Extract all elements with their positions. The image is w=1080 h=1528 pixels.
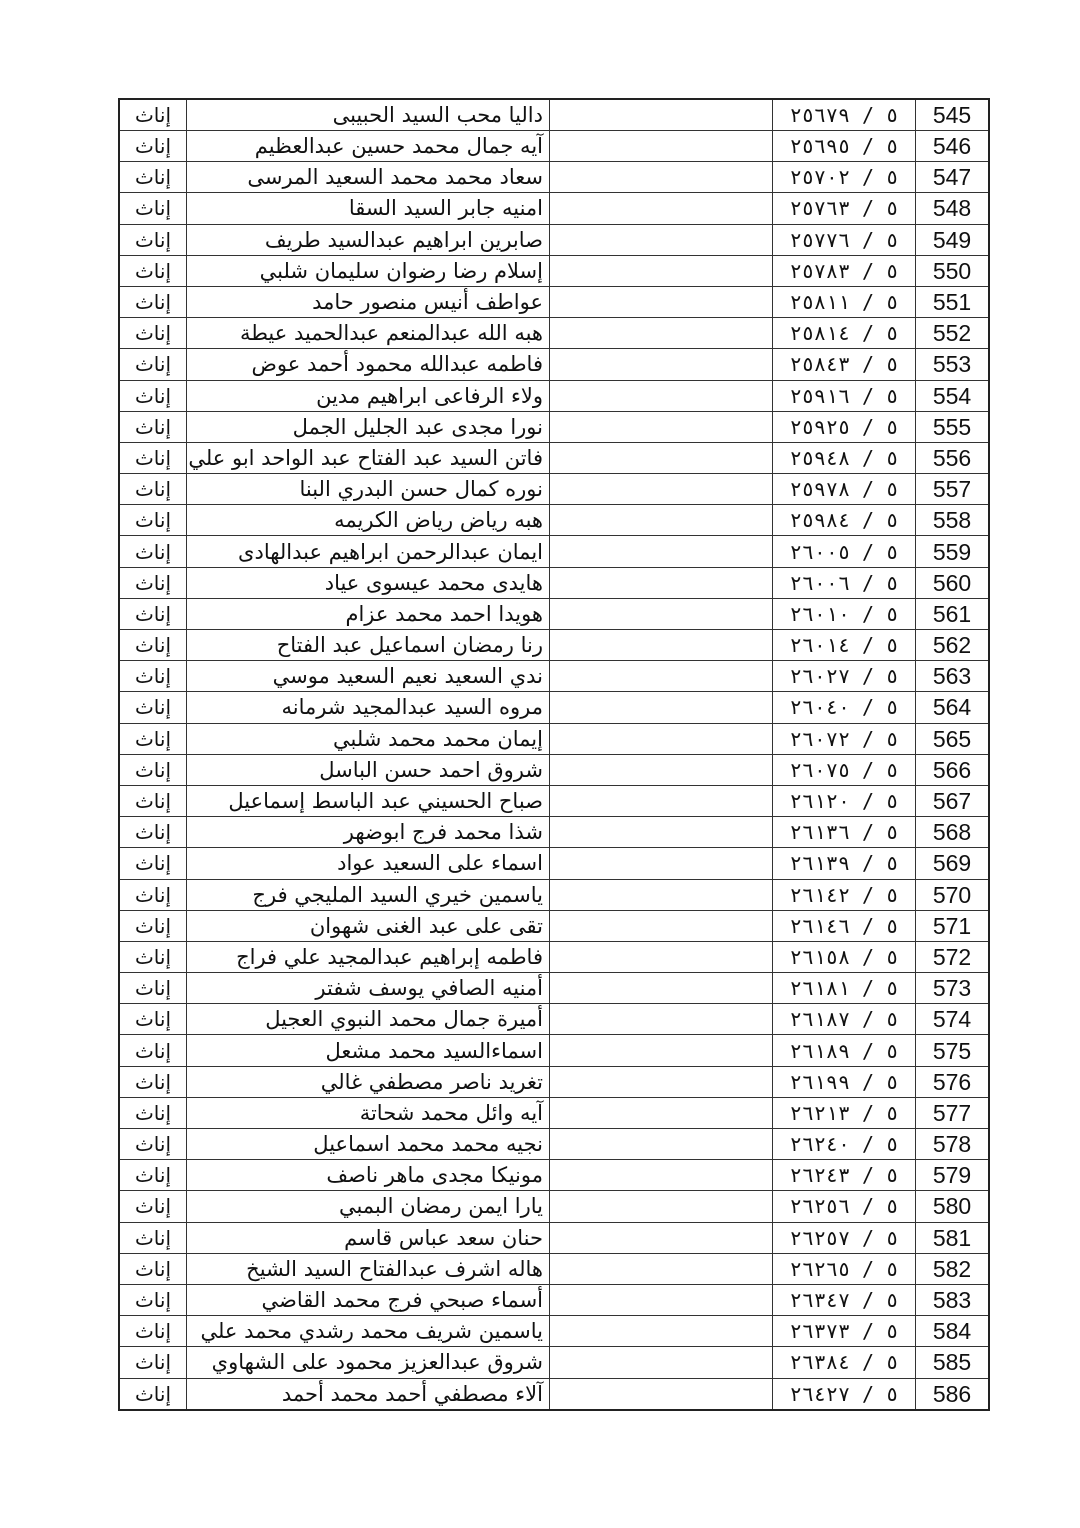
name-cell: أمنيه الصافي يوسف شفتر (187, 973, 550, 1004)
gender-cell: إناث (119, 723, 187, 754)
row-number-cell: 571 (916, 910, 990, 941)
reference-number-cell: ٥ / ٢٦٠٤٠ (773, 692, 916, 723)
redacted-cell (550, 1160, 773, 1191)
name-cell: هبه الله عبدالمنعم عبدالحميد عيطة (187, 318, 550, 349)
name-cell: إيمان محمد محمد شلبي (187, 723, 550, 754)
redacted-cell (550, 848, 773, 879)
reference-number-cell: ٥ / ٢٦٣٤٧ (773, 1284, 916, 1315)
name-cell: أميرة جمال محمد النبوي العجيل (187, 1004, 550, 1035)
name-cell: ياسمين شريف محمد رشدي محمد علي (187, 1316, 550, 1347)
name-cell: نورا مجدى عبد الجليل الجمل (187, 411, 550, 442)
gender-cell: إناث (119, 442, 187, 473)
table-row (119, 255, 989, 286)
reference-number-cell: ٥ / ٢٦٣٧٣ (773, 1316, 916, 1347)
gender-cell: إناث (119, 848, 187, 879)
redacted-cell (550, 598, 773, 629)
table-row (119, 910, 989, 941)
redacted-cell (550, 505, 773, 536)
reference-number-cell: ٥ / ٢٦٢٦٥ (773, 1253, 916, 1284)
name-cell: آيه جمال محمد حسين عبدالعظيم (187, 131, 550, 162)
row-number-cell: 574 (916, 1004, 990, 1035)
reference-number-cell: ٥ / ٢٦٠٠٥ (773, 536, 916, 567)
table-row (119, 848, 989, 879)
name-cell: حنان سعد عباس قاسم (187, 1222, 550, 1253)
gender-cell: إناث (119, 224, 187, 255)
name-cell: تقى على عبد الغنى شهوان (187, 910, 550, 941)
row-number-cell: 556 (916, 442, 990, 473)
reference-number-cell: ٥ / ٢٦١٤٦ (773, 910, 916, 941)
row-number-cell: 554 (916, 380, 990, 411)
name-cell: تغريد ناصر مصطفي غالي (187, 1066, 550, 1097)
row-number-cell: 558 (916, 505, 990, 536)
table-row (119, 162, 989, 193)
name-cell: ولاء الرفاعى ابراهيم مدين (187, 380, 550, 411)
gender-cell: إناث (119, 661, 187, 692)
reference-number-cell: ٥ / ٢٦٠٠٦ (773, 567, 916, 598)
table-row (119, 1191, 989, 1222)
table-row (119, 193, 989, 224)
table-row (119, 1378, 989, 1410)
redacted-cell (550, 131, 773, 162)
reference-number-cell: ٥ / ٢٥٧٧٦ (773, 224, 916, 255)
gender-cell: إناث (119, 318, 187, 349)
name-cell: نوره كمال حسن البدري البنا (187, 474, 550, 505)
redacted-cell (550, 1191, 773, 1222)
row-number-cell: 569 (916, 848, 990, 879)
row-number-cell: 568 (916, 817, 990, 848)
redacted-cell (550, 1097, 773, 1128)
roster-body (119, 99, 989, 1410)
row-number-cell: 557 (916, 474, 990, 505)
name-cell: آيه وائل محمد شحاتة (187, 1097, 550, 1128)
table-row (119, 941, 989, 972)
gender-cell: إناث (119, 411, 187, 442)
reference-number-cell: ٥ / ٢٦١٨١ (773, 973, 916, 1004)
row-number-cell: 565 (916, 723, 990, 754)
name-cell: إسلام رضا رضوان سليمان شلبي (187, 255, 550, 286)
row-number-cell: 583 (916, 1284, 990, 1315)
gender-cell: إناث (119, 1097, 187, 1128)
table-row (119, 817, 989, 848)
name-cell: مروه السيد عبدالمجيد شرمانه (187, 692, 550, 723)
name-cell: مونيكا مجدى ماهر ناصف (187, 1160, 550, 1191)
table-row (119, 973, 989, 1004)
name-cell: صباح الحسيني عبد الباسط إسماعيل (187, 785, 550, 816)
redacted-cell (550, 817, 773, 848)
table-row (119, 131, 989, 162)
row-number-cell: 575 (916, 1035, 990, 1066)
gender-cell: إناث (119, 1129, 187, 1160)
reference-number-cell: ٥ / ٢٦٢٤٠ (773, 1129, 916, 1160)
name-cell: سعاد محمد محمد السعيد المرسى (187, 162, 550, 193)
name-cell: شذا محمد فرج ابوضهر (187, 817, 550, 848)
redacted-cell (550, 567, 773, 598)
name-cell: اسماءالسيد محمد مشعل (187, 1035, 550, 1066)
redacted-cell (550, 723, 773, 754)
table-row (119, 536, 989, 567)
name-cell: هاله اشرف عبدالفتاح السيد الشيخ (187, 1253, 550, 1284)
redacted-cell (550, 536, 773, 567)
redacted-cell (550, 474, 773, 505)
gender-cell: إناث (119, 1284, 187, 1315)
table-row (119, 442, 989, 473)
gender-cell: إناث (119, 910, 187, 941)
name-cell: نجيه محمد محمد اسماعيل (187, 1129, 550, 1160)
name-cell: فاطمه إبراهيم عبدالمجيد علي فراج (187, 941, 550, 972)
redacted-cell (550, 255, 773, 286)
redacted-cell (550, 193, 773, 224)
gender-cell: إناث (119, 286, 187, 317)
gender-cell: إناث (119, 754, 187, 785)
table-row (119, 1160, 989, 1191)
row-number-cell: 561 (916, 598, 990, 629)
row-number-cell: 567 (916, 785, 990, 816)
redacted-cell (550, 442, 773, 473)
row-number-cell: 560 (916, 567, 990, 598)
reference-number-cell: ٥ / ٢٦١٩٩ (773, 1066, 916, 1097)
table-row (119, 1253, 989, 1284)
row-number-cell: 549 (916, 224, 990, 255)
redacted-cell (550, 910, 773, 941)
gender-cell: إناث (119, 630, 187, 661)
row-number-cell: 573 (916, 973, 990, 1004)
table-row (119, 661, 989, 692)
reference-number-cell: ٥ / ٢٦١٣٩ (773, 848, 916, 879)
name-cell: رنا رمضان اسماعيل عبد الفتاح (187, 630, 550, 661)
redacted-cell (550, 411, 773, 442)
gender-cell: إناث (119, 255, 187, 286)
row-number-cell: 579 (916, 1160, 990, 1191)
name-cell: أسماء صبحي فرج محمد القاضي (187, 1284, 550, 1315)
name-cell: عواطف أنيس منصور حامد (187, 286, 550, 317)
reference-number-cell: ٥ / ٢٥٧٠٢ (773, 162, 916, 193)
redacted-cell (550, 630, 773, 661)
redacted-cell (550, 1284, 773, 1315)
gender-cell: إناث (119, 817, 187, 848)
name-cell: هايدى محمد عيسوى عياد (187, 567, 550, 598)
table-row (119, 879, 989, 910)
redacted-cell (550, 380, 773, 411)
redacted-cell (550, 99, 773, 131)
row-number-cell: 563 (916, 661, 990, 692)
redacted-cell (550, 1378, 773, 1410)
gender-cell: إناث (119, 1378, 187, 1410)
redacted-cell (550, 1347, 773, 1378)
row-number-cell: 580 (916, 1191, 990, 1222)
row-number-cell: 577 (916, 1097, 990, 1128)
name-cell: هبه رياض رياض الكريمه (187, 505, 550, 536)
table-row (119, 349, 989, 380)
table-row (119, 630, 989, 661)
table-row (119, 505, 989, 536)
gender-cell: إناث (119, 162, 187, 193)
gender-cell: إناث (119, 1004, 187, 1035)
name-cell: اسماء على السعيد عواد (187, 848, 550, 879)
row-number-cell: 570 (916, 879, 990, 910)
row-number-cell: 562 (916, 630, 990, 661)
gender-cell: إناث (119, 193, 187, 224)
reference-number-cell: ٥ / ٢٦٢١٣ (773, 1097, 916, 1128)
name-cell: صابرين ابراهيم عبدالسيد طريف (187, 224, 550, 255)
table-row (119, 1035, 989, 1066)
reference-number-cell: ٥ / ٢٦٠٧٥ (773, 754, 916, 785)
row-number-cell: 545 (916, 99, 990, 131)
reference-number-cell: ٥ / ٢٥٨١٤ (773, 318, 916, 349)
redacted-cell (550, 1253, 773, 1284)
name-cell: داليا محب السيد الحبيبى (187, 99, 550, 131)
gender-cell: إناث (119, 941, 187, 972)
reference-number-cell: ٥ / ٢٦١٨٧ (773, 1004, 916, 1035)
row-number-cell: 586 (916, 1378, 990, 1410)
table-row (119, 754, 989, 785)
redacted-cell (550, 224, 773, 255)
table-row (119, 692, 989, 723)
redacted-cell (550, 941, 773, 972)
gender-cell: إناث (119, 1222, 187, 1253)
gender-cell: إناث (119, 505, 187, 536)
redacted-cell (550, 661, 773, 692)
row-number-cell: 548 (916, 193, 990, 224)
row-number-cell: 566 (916, 754, 990, 785)
reference-number-cell: ٥ / ٢٥٩٤٨ (773, 442, 916, 473)
name-cell: فاطمه عبدالله محمود أحمد عوض (187, 349, 550, 380)
reference-number-cell: ٥ / ٢٦١٨٩ (773, 1035, 916, 1066)
redacted-cell (550, 349, 773, 380)
reference-number-cell: ٥ / ٢٥٩٧٨ (773, 474, 916, 505)
table-row (119, 224, 989, 255)
reference-number-cell: ٥ / ٢٦١٣٦ (773, 817, 916, 848)
gender-cell: إناث (119, 99, 187, 131)
redacted-cell (550, 973, 773, 1004)
name-cell: فاتن السيد عبد الفتاح عبد الواحد ابو علي (187, 442, 550, 473)
reference-number-cell: ٥ / ٢٥٦٩٥ (773, 131, 916, 162)
redacted-cell (550, 1035, 773, 1066)
table-row (119, 99, 989, 131)
row-number-cell: 553 (916, 349, 990, 380)
row-number-cell: 564 (916, 692, 990, 723)
reference-number-cell: ٥ / ٢٦١٤٢ (773, 879, 916, 910)
table-row (119, 1347, 989, 1378)
table-row (119, 1222, 989, 1253)
row-number-cell: 550 (916, 255, 990, 286)
reference-number-cell: ٥ / ٢٦٠٧٢ (773, 723, 916, 754)
reference-number-cell: ٥ / ٢٦٠١٠ (773, 598, 916, 629)
gender-cell: إناث (119, 692, 187, 723)
row-number-cell: 551 (916, 286, 990, 317)
reference-number-cell: ٥ / ٢٦٢٥٧ (773, 1222, 916, 1253)
roster-table (118, 98, 990, 1411)
name-cell: ياسمين خيري السيد المليجي فرج (187, 879, 550, 910)
gender-cell: إناث (119, 1066, 187, 1097)
name-cell: يارا ايمن رمضان البمبي (187, 1191, 550, 1222)
reference-number-cell: ٥ / ٢٥٨٤٣ (773, 349, 916, 380)
redacted-cell (550, 1004, 773, 1035)
redacted-cell (550, 692, 773, 723)
reference-number-cell: ٥ / ٢٥٩١٦ (773, 380, 916, 411)
gender-cell: إناث (119, 567, 187, 598)
table-row (119, 1316, 989, 1347)
reference-number-cell: ٥ / ٢٦٠٢٧ (773, 661, 916, 692)
row-number-cell: 552 (916, 318, 990, 349)
redacted-cell (550, 286, 773, 317)
table-row (119, 723, 989, 754)
reference-number-cell: ٥ / ٢٥٨١١ (773, 286, 916, 317)
table-row (119, 567, 989, 598)
name-cell: ندي السعيد نعيم السعيد موسي (187, 661, 550, 692)
row-number-cell: 572 (916, 941, 990, 972)
redacted-cell (550, 162, 773, 193)
row-number-cell: 547 (916, 162, 990, 193)
gender-cell: إناث (119, 1191, 187, 1222)
gender-cell: إناث (119, 1316, 187, 1347)
table-row (119, 286, 989, 317)
name-cell: آلاء مصطفي أحمد محمد أحمد (187, 1378, 550, 1410)
row-number-cell: 555 (916, 411, 990, 442)
redacted-cell (550, 785, 773, 816)
reference-number-cell: ٥ / ٢٦٢٤٣ (773, 1160, 916, 1191)
redacted-cell (550, 1316, 773, 1347)
gender-cell: إناث (119, 380, 187, 411)
gender-cell: إناث (119, 785, 187, 816)
name-cell: شروق عبدالعزيز محمود على الشهاوي (187, 1347, 550, 1378)
reference-number-cell: ٥ / ٢٦٠١٤ (773, 630, 916, 661)
redacted-cell (550, 1222, 773, 1253)
reference-number-cell: ٥ / ٢٦٤٢٧ (773, 1378, 916, 1410)
row-number-cell: 559 (916, 536, 990, 567)
reference-number-cell: ٥ / ٢٥٦٧٩ (773, 99, 916, 131)
row-number-cell: 576 (916, 1066, 990, 1097)
gender-cell: إناث (119, 1035, 187, 1066)
table-row (119, 1129, 989, 1160)
redacted-cell (550, 1066, 773, 1097)
gender-cell: إناث (119, 973, 187, 1004)
gender-cell: إناث (119, 1253, 187, 1284)
table-row (119, 785, 989, 816)
table-row (119, 411, 989, 442)
reference-number-cell: ٥ / ٢٥٧٨٣ (773, 255, 916, 286)
row-number-cell: 585 (916, 1347, 990, 1378)
row-number-cell: 584 (916, 1316, 990, 1347)
gender-cell: إناث (119, 1347, 187, 1378)
table-row (119, 598, 989, 629)
row-number-cell: 582 (916, 1253, 990, 1284)
gender-cell: إناث (119, 879, 187, 910)
reference-number-cell: ٥ / ٢٦٣٨٤ (773, 1347, 916, 1378)
redacted-cell (550, 318, 773, 349)
table-row (119, 1097, 989, 1128)
name-cell: شروق احمد حسن الباسل (187, 754, 550, 785)
table-row (119, 474, 989, 505)
reference-number-cell: ٥ / ٢٥٧٦٣ (773, 193, 916, 224)
name-cell: ايمان عبدالرحمن ابراهيم عبدالهادى (187, 536, 550, 567)
table-row (119, 1066, 989, 1097)
reference-number-cell: ٥ / ٢٦٢٥٦ (773, 1191, 916, 1222)
reference-number-cell: ٥ / ٢٦١٥٨ (773, 941, 916, 972)
gender-cell: إناث (119, 131, 187, 162)
gender-cell: إناث (119, 598, 187, 629)
gender-cell: إناث (119, 474, 187, 505)
redacted-cell (550, 754, 773, 785)
name-cell: امنيه جابر السيد السقا (187, 193, 550, 224)
row-number-cell: 578 (916, 1129, 990, 1160)
name-cell: هويدا احمد محمد عزام (187, 598, 550, 629)
gender-cell: إناث (119, 1160, 187, 1191)
gender-cell: إناث (119, 349, 187, 380)
row-number-cell: 546 (916, 131, 990, 162)
table-row (119, 380, 989, 411)
reference-number-cell: ٥ / ٢٦١٢٠ (773, 785, 916, 816)
reference-number-cell: ٥ / ٢٥٩٨٤ (773, 505, 916, 536)
redacted-cell (550, 879, 773, 910)
redacted-cell (550, 1129, 773, 1160)
row-number-cell: 581 (916, 1222, 990, 1253)
gender-cell: إناث (119, 536, 187, 567)
reference-number-cell: ٥ / ٢٥٩٢٥ (773, 411, 916, 442)
table-row (119, 1284, 989, 1315)
table-row (119, 1004, 989, 1035)
table-row (119, 318, 989, 349)
